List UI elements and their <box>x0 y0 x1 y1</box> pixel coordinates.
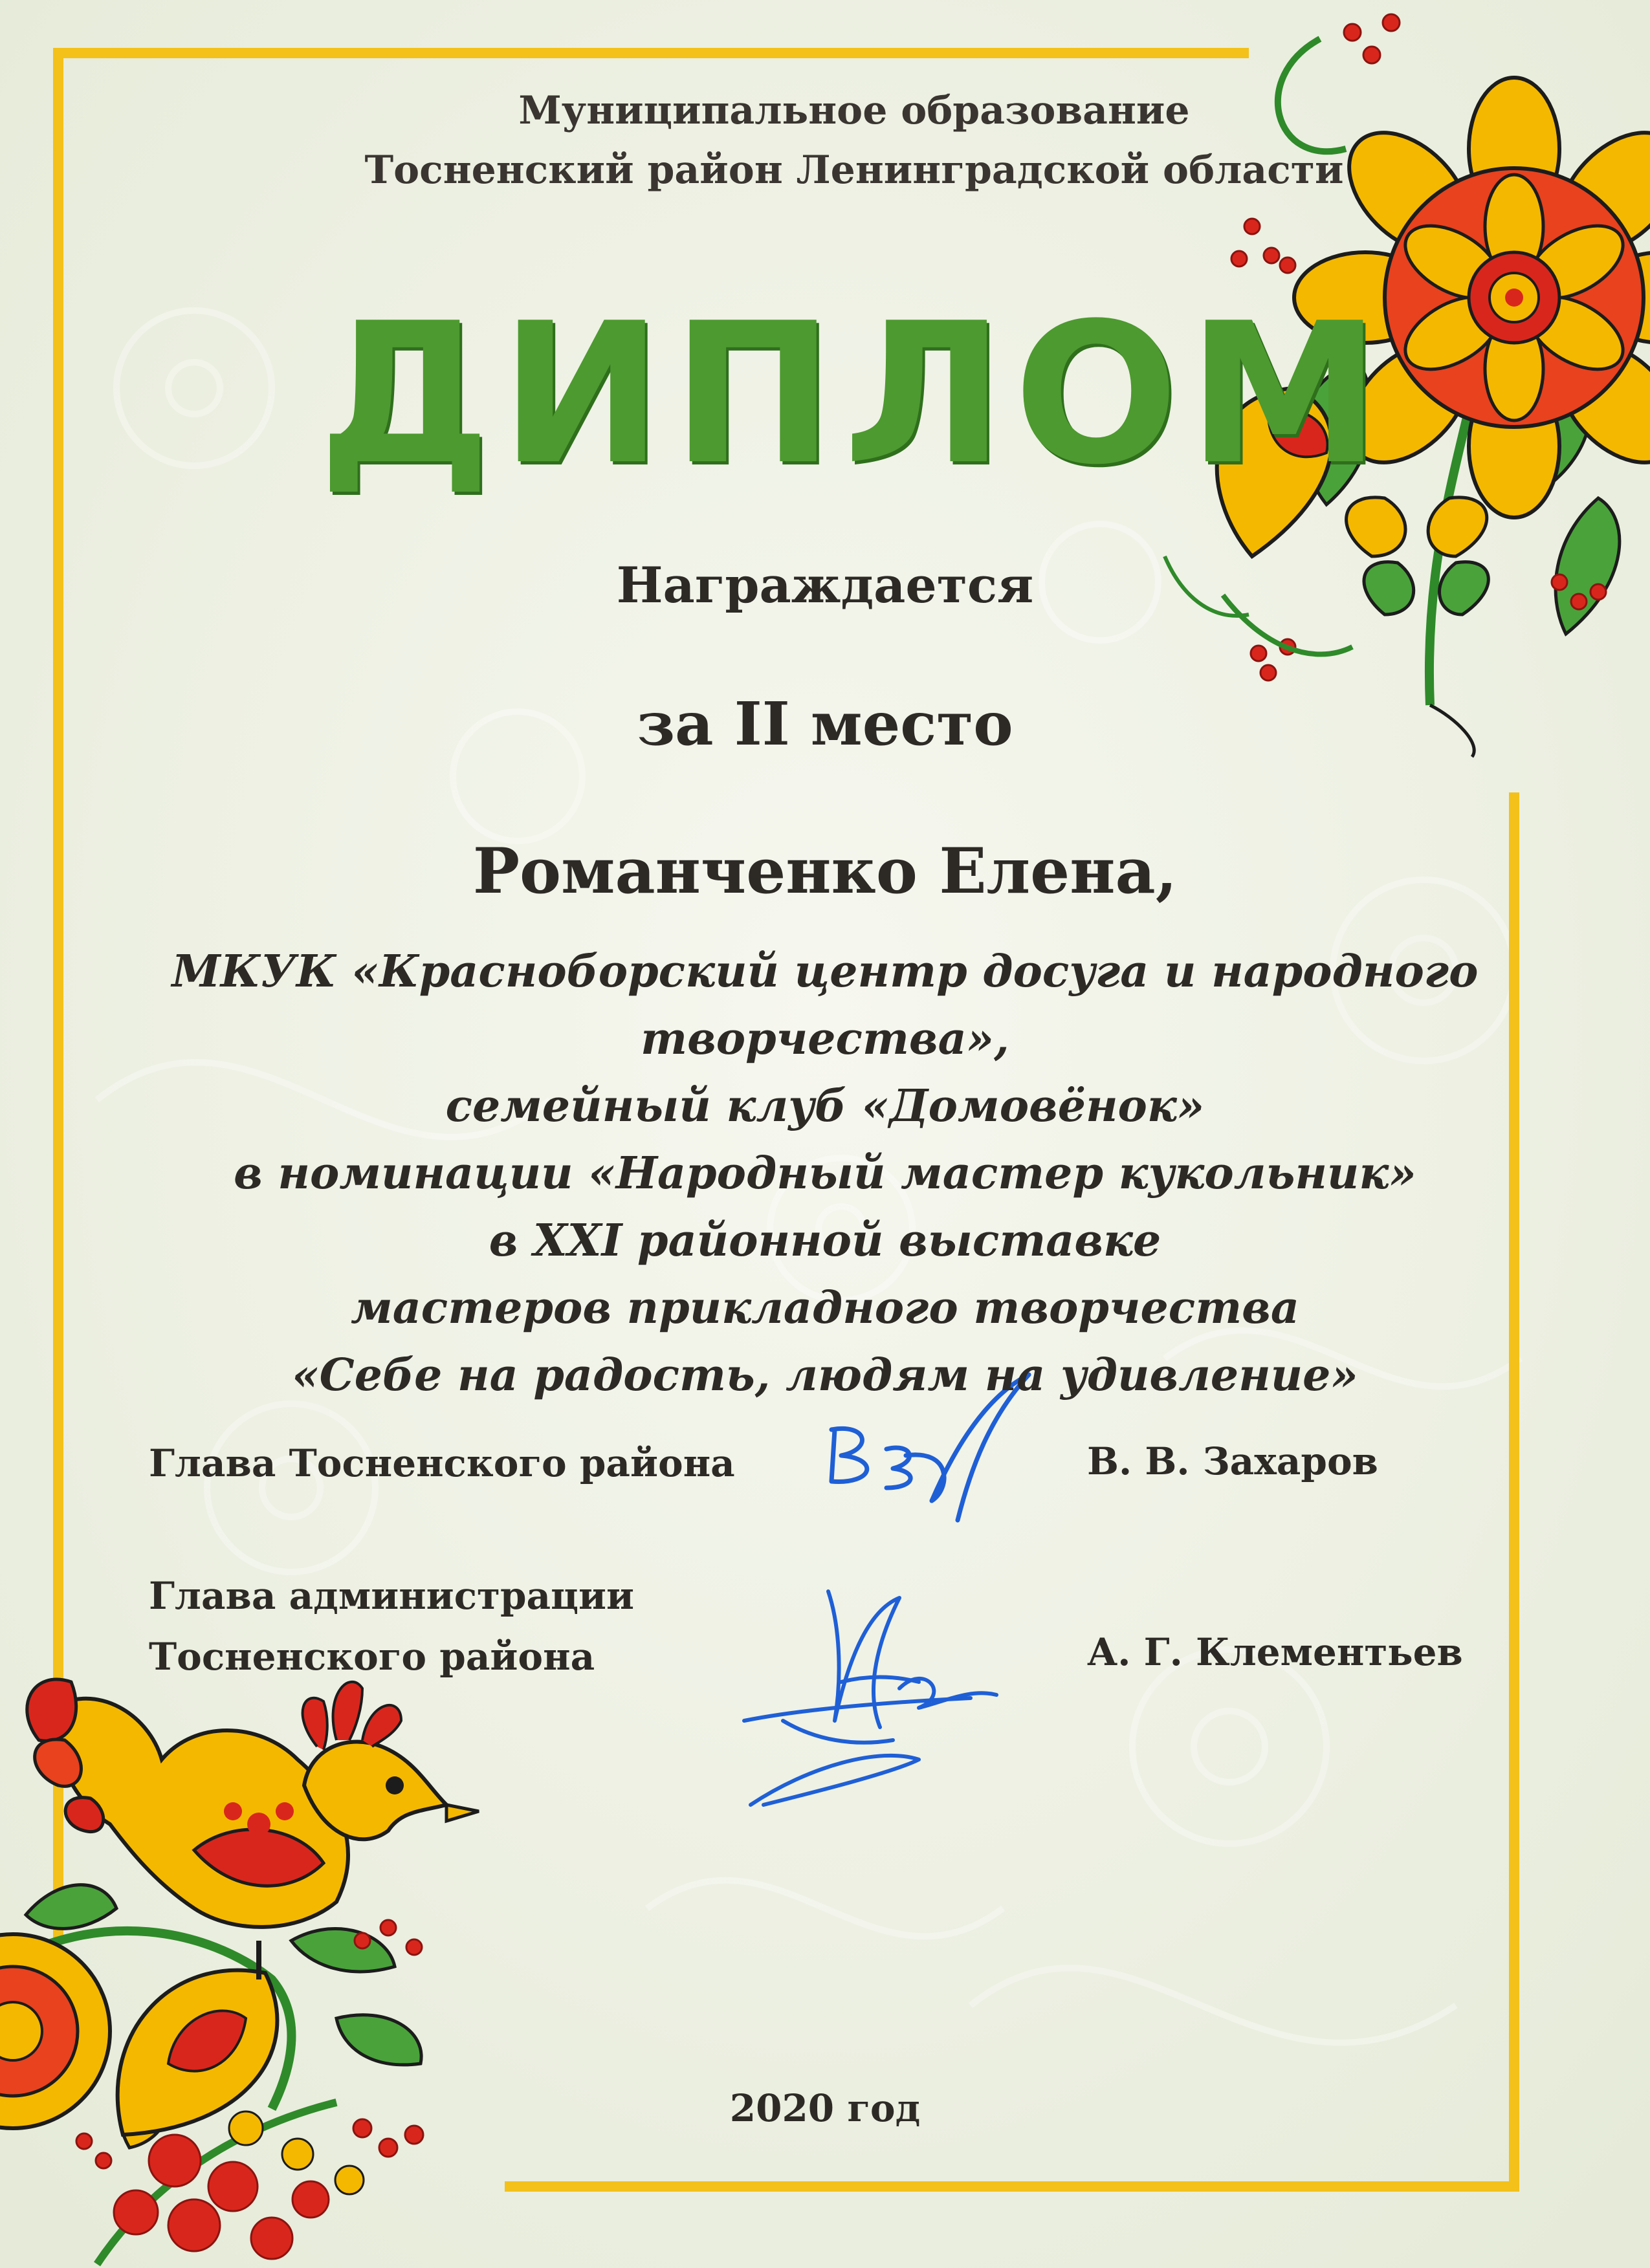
description-line: в XXI районной выставке <box>489 1215 1161 1267</box>
description-line: «Себе на радость, людям на удивление» <box>292 1349 1358 1401</box>
award-year: 2020 год <box>729 2086 921 2130</box>
issuer-header <box>142 81 1566 200</box>
issuer-line-1: Муниципальное образование <box>518 88 1190 133</box>
signatory-1-title: Глава Тосненского района <box>149 1441 735 1485</box>
award-text: Награждается <box>616 556 1034 614</box>
award-description <box>0 938 1650 1409</box>
signatory-2-title: Глава администрации Тосненского района <box>149 1574 634 1679</box>
signatory-1-name: В. В. Захаров <box>1087 1439 1378 1483</box>
award-place: за II место <box>637 689 1013 759</box>
description-line: МКУК «Красноборский центр досуга и народного творчества», <box>171 946 1479 1065</box>
diploma-title: ДИПЛОМ <box>318 281 1391 507</box>
description-line: мастеров прикладного творчества <box>351 1282 1299 1334</box>
description-line: в номинации «Народный мастер кукольник» <box>234 1148 1416 1199</box>
signatory-2-name: А. Г. Клементьев <box>1087 1630 1463 1674</box>
issuer-line-2: Тосненский район Ленинградской области <box>364 147 1344 193</box>
description-line: семейный клуб «Домовёнок» <box>445 1080 1205 1132</box>
recipient-name: Романченко Елена, <box>472 834 1178 908</box>
